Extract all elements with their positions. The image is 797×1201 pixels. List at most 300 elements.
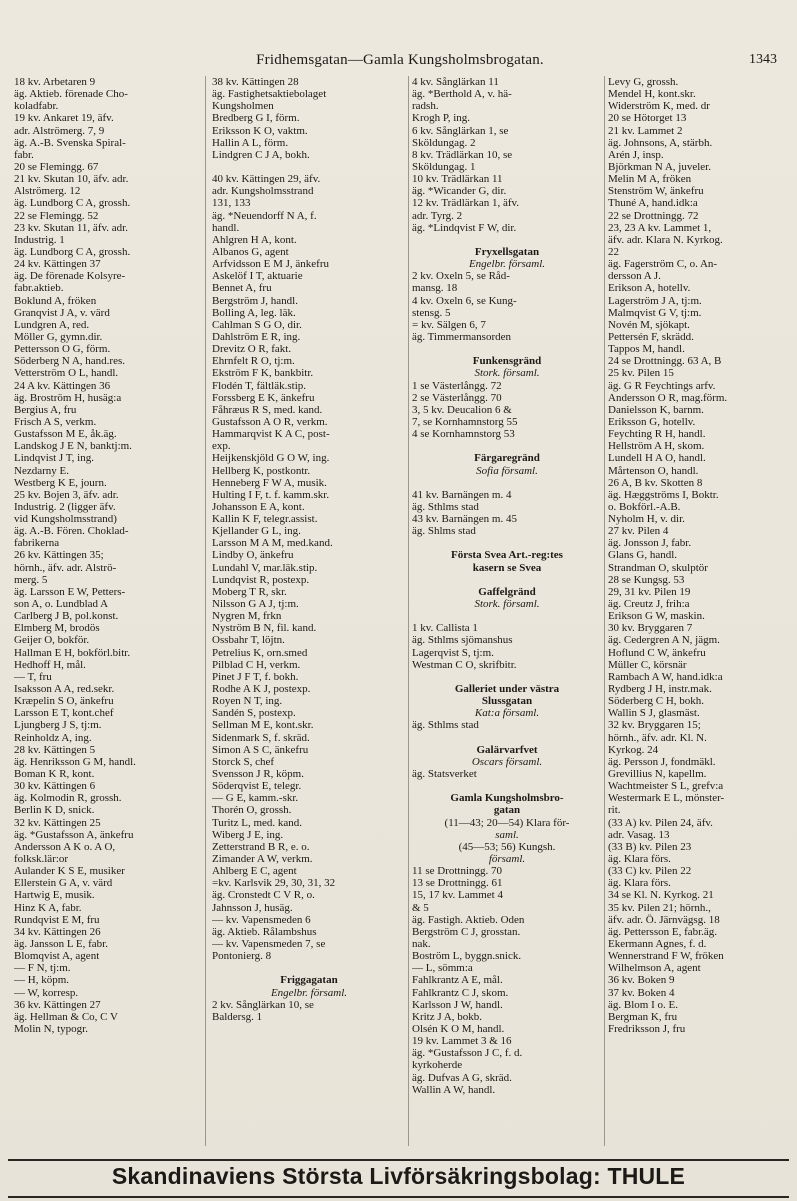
- entry-line: 37 kv. Boken 4: [608, 986, 675, 999]
- entry-line: Bergius A, fru: [14, 403, 77, 416]
- entry-line: Bergström C J, grosstan.: [412, 925, 521, 938]
- column-divider: [205, 76, 206, 1146]
- entry-line: Zimander A W, verkm.: [212, 853, 313, 865]
- entry-line: församl.: [488, 853, 526, 865]
- entry-line: Arén J, insp.: [608, 148, 664, 161]
- entry-line: 43 kv. Barnängen m. 45: [412, 513, 517, 526]
- entry-line: 19 kv. Lammet 3 & 16: [412, 1035, 512, 1048]
- entry-line: Elmberg M, brodös: [14, 622, 100, 635]
- entry-line: äg. Broström H, husäg:a: [14, 391, 122, 404]
- entry-line: Mårtenson O, handl.: [608, 464, 699, 477]
- entry-line: fabr.: [14, 148, 34, 161]
- entry-line: Wennerstrand F W, fröken: [608, 950, 724, 963]
- entry-line: Larsson M A M, med.kand.: [212, 537, 333, 550]
- entry-line: 8 kv. Trädlärkan 10, se: [412, 148, 513, 161]
- entry-line: Kjellander G L, ing.: [212, 525, 301, 538]
- entry-line: (11—43; 20—54) Klara för-: [444, 816, 570, 829]
- entry-line: adr. Tyrg. 2: [412, 209, 463, 222]
- entry-line: 23 kv. Skutan 11, äfv. adr.: [14, 221, 128, 234]
- entry-line: Boström L, byggn.snick.: [412, 950, 522, 963]
- entry-line: [412, 234, 602, 246]
- entry-line: Söderqvist E, telegr.: [212, 780, 302, 793]
- entry-line: äg. A.-B. Fören. Choklad-: [14, 525, 129, 538]
- entry-line: Kyrkog. 24: [608, 743, 659, 756]
- entry-line: Widerström K, med. dr: [608, 100, 710, 113]
- entry-line: (33 A) kv. Pilen 24, äfv.: [608, 816, 713, 829]
- entry-line: Lundqvist R, postexp.: [212, 573, 310, 586]
- entry-line: Lindgren C J A, bokh.: [212, 148, 310, 161]
- entry-line: (45—53; 56) Kungsh.: [458, 840, 556, 853]
- entry-line: Nezdarny E.: [14, 464, 69, 477]
- entry-line: Jahnsson J, husäg.: [212, 901, 293, 914]
- column-divider: [604, 76, 605, 1146]
- entry-line: Berlin K D, snick.: [14, 804, 95, 817]
- entry-line: äg. Johnsons, A, stärbh.: [608, 136, 713, 149]
- entry-line: Tappos M, handl.: [608, 343, 685, 356]
- entry-line: Boman K R, kont.: [14, 768, 95, 781]
- entry-line: Engelbr. församl.: [468, 258, 546, 271]
- entry-line: 32 kv. Bryggaren 15;: [608, 719, 701, 732]
- entry-line: 7, se Kornhamnstorg 55: [412, 415, 518, 428]
- entry-line: Pilblad C H, verkm.: [212, 658, 301, 671]
- entry-line: Kungsholmen: [212, 100, 274, 113]
- entry-line: Reinholdz A, ing.: [14, 731, 92, 744]
- entry-line: Färgaregränd: [474, 452, 540, 465]
- entry-line: Eriksson G, hotellv.: [608, 415, 696, 428]
- entry-line: Oscars församl.: [471, 755, 543, 768]
- entry-line: äfv. adr. Ö. Järnvägsg. 18: [608, 913, 720, 926]
- entry-line: äg. Fastigh. Aktieb. Oden: [412, 913, 525, 926]
- entry-line: Aulander K S E, musiker: [14, 865, 125, 878]
- entry-line: Ellerstein G A, v. värd: [14, 877, 113, 890]
- entry-line: Storck S, chef: [212, 755, 275, 768]
- entry-line: äg. G R Feychtings arfv.: [608, 379, 716, 392]
- entry-line: folksk.lär:or: [14, 853, 69, 865]
- entry-line: — kv. Vapensmeden 7, se: [212, 937, 326, 950]
- entry-line: rit.: [608, 804, 621, 817]
- entry-line: Nyström B N, fil. kand.: [212, 622, 317, 635]
- footer-advert: Skandinaviens Största Livförsäkringsbolag: THULE: [111, 1163, 686, 1189]
- entry-line: Olsén K O M, handl.: [412, 1022, 505, 1035]
- entry-line: Glans G, handl.: [608, 549, 678, 562]
- entry-line: Larsson E T, kont.chef: [14, 707, 114, 720]
- entry-line: (33 C) kv. Pilen 22: [608, 865, 692, 878]
- entry-line: — kv. Vapensmeden 6: [212, 913, 311, 926]
- entry-line: Levy G, grossh.: [608, 76, 679, 88]
- entry-line: äg. Sthlms stad: [412, 719, 479, 732]
- text-column-3: [412, 76, 602, 1146]
- entry-line: radsh.: [412, 100, 439, 113]
- entry-line: Kræpelin S O, änkefru: [14, 695, 114, 708]
- entry-line: äg. Henriksson G M, handl.: [14, 755, 136, 768]
- entry-line: 28 kv. Kättingen 5: [14, 743, 96, 756]
- entry-line: Sellman M E, kont.skr.: [212, 719, 314, 732]
- entry-line: Boklund A, fröken: [14, 294, 97, 307]
- entry-line: Sköldungag. 1: [412, 160, 476, 173]
- entry-line: äg. Sthlms stad: [412, 500, 479, 513]
- entry-line: 22: [608, 245, 619, 258]
- entry-line: Fryxellsgatan: [474, 245, 540, 258]
- entry-line: Lindqvist J T, ing.: [14, 452, 94, 465]
- entry-line: kasern se Svea: [472, 561, 542, 574]
- entry-line: Dahlström E R, ing.: [212, 330, 301, 343]
- entry-line: Fahlkrantz A E, mål.: [412, 974, 503, 987]
- entry-line: äg. *Berthold A, v. hä-: [412, 88, 512, 101]
- entry-line: — T, fru: [14, 670, 52, 683]
- entry-line: Lundell H A O, handl.: [608, 452, 706, 465]
- entry-line: äfv. adr. Klara N. Kyrkog.: [608, 233, 723, 246]
- page-header: [15, 52, 785, 74]
- entry-line: Rodhe A K J, postexp.: [212, 683, 311, 696]
- entry-line: Funkensgränd: [472, 355, 542, 368]
- entry-line: Möller G, gymn.dir.: [14, 330, 103, 343]
- entry-line: Isaksson A A, red.sekr.: [14, 683, 115, 696]
- entry-line: [412, 477, 602, 489]
- entry-line: Lundgren A, red.: [14, 318, 90, 331]
- entry-line: Turitz L, med. kand.: [212, 816, 303, 829]
- entry-line: Albanos G, agent: [212, 245, 289, 258]
- entry-line: 1 se Västerlångg. 72: [412, 379, 502, 392]
- entry-line: — F N, tj:m.: [14, 962, 71, 975]
- entry-line: Bergström J, handl.: [212, 294, 298, 307]
- entry-line: Första Svea Art.-reg:tes: [451, 549, 563, 562]
- entry-line: Rambach A W, hand.idk:a: [608, 670, 723, 683]
- entry-line: Karlsson J W, handl.: [412, 998, 503, 1011]
- entry-line: Pettersén F, skrädd.: [608, 330, 694, 343]
- entry-line: Andersson O R, mag.förm.: [608, 391, 728, 404]
- entry-line: Erikson G W, maskin.: [608, 610, 705, 623]
- footer-rule: [8, 1159, 789, 1161]
- entry-line: — L, sömm:a: [412, 962, 473, 975]
- entry-line: [412, 574, 602, 586]
- entry-line: 15, 17 kv. Lammet 4: [412, 889, 503, 902]
- entry-line: Rundqvist E M, fru: [14, 913, 100, 926]
- entry-line: Kat:a församl.: [474, 707, 540, 720]
- entry-line: adr. Kungsholmsstrand: [212, 185, 314, 198]
- entry-line: Wiberg J E, ing.: [212, 828, 284, 841]
- entry-line: 22 se Flemingg. 52: [14, 209, 99, 222]
- entry-line: Lagerström J A, tj:m.: [608, 294, 702, 307]
- entry-line: äg. Statsverket: [412, 768, 477, 781]
- entry-line: Ekström F K, bankbitr.: [212, 367, 314, 380]
- entry-line: äg. Klara förs.: [608, 877, 671, 890]
- entry-line: äg. Cedergren A N, jägm.: [608, 634, 720, 647]
- entry-line: Rydberg J H, instr.mak.: [608, 683, 712, 696]
- entry-line: Hedhoff H, mål.: [14, 658, 86, 671]
- entry-line: Danielsson K, barnm.: [608, 403, 704, 416]
- entry-line: äg. Jansson L E, fabr.: [14, 937, 108, 950]
- entry-line: äg. Aktieb. Rålambshus: [212, 925, 317, 938]
- entry-line: Engelbr. församl.: [270, 986, 348, 999]
- entry-line: 30 kv. Bryggaren 7: [608, 622, 693, 635]
- entry-line: Lagerqvist S, tj:m.: [412, 646, 494, 659]
- entry-line: 21 kv. Skutan 10, äfv. adr.: [14, 173, 129, 186]
- entry-line: [412, 537, 602, 549]
- entry-line: Ahlgren H A, kont.: [212, 233, 297, 246]
- entry-line: Sidenmark S, f. skräd.: [212, 731, 310, 744]
- entry-line: 4 se Kornhamnstorg 53: [412, 428, 515, 441]
- entry-line: Baldersg. 1: [212, 1010, 263, 1023]
- entry-line: Nyholm H, v. dir.: [608, 513, 685, 526]
- entry-line: Grevillius N, kapellm.: [608, 768, 707, 781]
- entry-line: äg. Pettersson E, fabr.äg.: [608, 925, 718, 938]
- entry-line: Sandén S, postexp.: [212, 707, 296, 720]
- entry-line: [412, 780, 602, 792]
- entry-line: 12 kv. Trädlärkan 1, äfv.: [412, 197, 520, 210]
- entry-line: äg. Larsson E W, Petters-: [14, 585, 126, 598]
- entry-line: 29, 31 kv. Pilen 19: [608, 585, 691, 598]
- entry-line: Heijkenskjöld G O W, ing.: [212, 452, 330, 465]
- entry-line: Hallman E H, bokförl.bitr.: [14, 646, 131, 659]
- entry-line: Petrelius K, orn.smed: [212, 646, 308, 659]
- entry-line: Landskog J E N, banktj:m.: [14, 440, 132, 453]
- entry-line: Sofia församl.: [476, 464, 538, 477]
- entry-line: [412, 610, 602, 622]
- entry-line: Drevitz O R, fakt.: [212, 343, 292, 356]
- entry-line: 10 kv. Trädlärkan 11: [412, 173, 503, 186]
- entry-line: Kallin K F, telegr.assist.: [212, 513, 318, 526]
- entry-line: Feychting R H, handl.: [608, 428, 706, 441]
- entry-line: 30 kv. Kättingen 6: [14, 780, 96, 793]
- entry-line: mansg. 18: [412, 282, 458, 295]
- entry-line: Lindby O, änkefru: [212, 549, 294, 562]
- entry-line: Hellström A H, skom.: [608, 440, 705, 453]
- entry-line: äg. Cronstedt C V R, o.: [212, 889, 315, 902]
- entry-line: Zetterstrand B R, e. o.: [212, 840, 310, 853]
- entry-line: Thuné A, hand.idk:a: [608, 197, 698, 210]
- entry-line: = kv. Sälgen 6, 7: [412, 318, 486, 331]
- entry-line: Ehrnfelt R O, tj:m.: [212, 355, 295, 368]
- entry-line: son A, o. Lundblad A: [14, 598, 109, 611]
- entry-line: 21 kv. Lammet 2: [608, 124, 683, 137]
- entry-line: Björkman N A, juveler.: [608, 160, 711, 173]
- entry-line: Gamla Kungsholmsbro-: [450, 792, 564, 805]
- entry-line: Forssberg E K, änkefru: [212, 391, 315, 404]
- entry-line: Alströmerg. 12: [14, 185, 81, 198]
- entry-line: 26 A, B kv. Skotten 8: [608, 476, 703, 489]
- entry-line: Galärvarfvet: [476, 743, 538, 756]
- entry-line: Stork. församl.: [474, 367, 540, 380]
- entry-line: Gustafsson M E, åk.äg.: [14, 428, 117, 441]
- entry-line: Malmqvist G V, tj:m.: [608, 306, 702, 319]
- entry-line: Bredberg G I, förm.: [212, 112, 300, 125]
- entry-line: 13 se Drottningg. 61: [412, 877, 503, 890]
- entry-line: 4 kv. Oxeln 6, se Kung-: [412, 294, 517, 307]
- entry-line: hörnh., äfv. adr. Kl. N.: [608, 731, 707, 744]
- entry-line: Novén M, sjökapt.: [608, 318, 690, 331]
- entry-line: o. Bokförl.-A.B.: [608, 500, 681, 513]
- entry-line: 11 se Drottningg. 70: [412, 865, 503, 878]
- entry-line: 131, 133: [212, 197, 251, 210]
- entry-line: Ossbahr T, löjtn.: [212, 634, 285, 647]
- entry-line: Hinz K A, fabr.: [14, 901, 82, 914]
- entry-line: Friggagatan: [280, 974, 338, 987]
- entry-line: Eriksson K O, vaktm.: [212, 124, 308, 137]
- entry-line: (33 B) kv. Pilen 23: [608, 840, 692, 853]
- entry-line: dersson A J.: [608, 270, 661, 283]
- entry-line: Frisch A S, verkm.: [14, 415, 97, 428]
- entry-line: Askelöf I T, aktuarie: [212, 270, 303, 283]
- entry-line: äg. Creutz J, frih:a: [608, 598, 690, 611]
- entry-line: äg. Hæggströms I, Boktr.: [608, 488, 719, 501]
- entry-line: äg. *Lindqvist F W, dir.: [412, 221, 517, 234]
- entry-line: 36 kv. Kättingen 27: [14, 998, 101, 1011]
- entry-line: 4 kv. Sånglärkan 11: [412, 76, 499, 88]
- entry-line: Flodén T, fältläk.stip.: [212, 379, 306, 392]
- entry-line: — G E, kamm.-skr.: [212, 792, 299, 805]
- entry-line: äg. Fastighetsaktiebolaget: [212, 88, 327, 101]
- entry-line: Söderberg N A, hand.res.: [14, 355, 125, 368]
- entry-line: 25 kv. Pilen 15: [608, 367, 674, 380]
- entry-line: Fahlkrantz C J, skom.: [412, 986, 509, 999]
- entry-line: 19 kv. Ankaret 19, äfv.: [14, 112, 114, 125]
- entry-line: 2 kv. Sånglärkan 10, se: [212, 998, 314, 1011]
- entry-line: Hellberg K, postkontr.: [212, 464, 311, 477]
- entry-line: 40 kv. Kättingen 29, äfv.: [212, 173, 321, 186]
- entry-line: Kritz J A, bokb.: [412, 1010, 482, 1023]
- entry-line: 36 kv. Boken 9: [608, 974, 675, 987]
- entry-line: Industrig. 2 (ligger äfv.: [14, 500, 116, 513]
- entry-line: Galleriet under västra: [454, 683, 560, 696]
- entry-line: Vetterström O L, handl.: [14, 367, 119, 380]
- entry-line: äg. Blom I o. E.: [608, 998, 678, 1011]
- entry-line: kyrkoherde: [412, 1059, 463, 1072]
- entry-line: Wilhelmson A, agent: [608, 962, 701, 975]
- text-column-1: [14, 76, 199, 1146]
- entry-line: Andersson A K o. A O,: [14, 840, 116, 853]
- entry-line: 32 kv. Kättingen 25: [14, 816, 101, 829]
- entry-line: Sköldungag. 2: [412, 136, 476, 149]
- entry-line: koladfabr.: [14, 100, 59, 113]
- entry-line: Hammarqvist K A C, post-: [212, 428, 330, 441]
- entry-line: =kv. Karlsvik 29, 30, 31, 32: [212, 877, 336, 890]
- entry-line: äg. Fagerström C, o. An-: [608, 258, 718, 271]
- entry-line: äg. Timmermansorden: [412, 330, 511, 343]
- entry-line: äg. *Gustafsson J C, f. d.: [412, 1047, 523, 1060]
- entry-line: [212, 962, 406, 974]
- entry-line: äg. Aktieb. förenade Cho-: [14, 88, 128, 101]
- text-column-4: [608, 76, 790, 1146]
- entry-line: 2 kv. Oxeln 5, se Råd-: [412, 270, 510, 283]
- entry-line: hörnh., äfv. adr. Alströ-: [14, 561, 117, 574]
- column-divider: [408, 76, 409, 1146]
- entry-line: äg. Dufvas A G, skräd.: [412, 1071, 512, 1084]
- entry-line: Granqvist J A, v. värd: [14, 306, 110, 319]
- entry-line: handl.: [212, 221, 240, 234]
- entry-line: äg. Kolmodin R, grossh.: [14, 792, 122, 805]
- entry-line: Hulting I F, t. f. kamm.skr.: [212, 488, 330, 501]
- entry-line: äg. Shlms stad: [412, 525, 476, 538]
- text-column-2: [212, 76, 406, 1146]
- entry-line: Henneberg F W A, musik.: [212, 476, 327, 489]
- entry-line: 24 A kv. Kättingen 36: [14, 379, 111, 392]
- entry-line: Bergman K, fru: [608, 1010, 678, 1023]
- entry-line: 38 kv. Kättingen 28: [212, 76, 299, 88]
- entry-line: 34 se Kl. N. Kyrkog. 21: [608, 889, 714, 902]
- entry-line: adr. Vasag. 13: [608, 828, 670, 841]
- entry-line: äg. De förenade Kolsyre-: [14, 270, 126, 283]
- entry-line: äg. Sthlms sjömanshus: [412, 634, 513, 647]
- entry-line: Söderberg C H, bokh.: [608, 695, 705, 708]
- entry-line: saml.: [495, 828, 519, 841]
- entry-line: äg. Klara förs.: [608, 853, 671, 865]
- entry-line: äg. Persson J, fondmäkl.: [608, 755, 716, 768]
- entry-line: [412, 732, 602, 744]
- entry-line: [412, 343, 602, 355]
- entry-line: Moberg T R, skr.: [212, 585, 287, 598]
- entry-line: Gaffelgränd: [478, 585, 536, 598]
- entry-line: Blomqvist A, agent: [14, 950, 100, 963]
- entry-line: Ekermann Agnes, f. d.: [608, 937, 707, 950]
- entry-line: Thorén O, grossh.: [212, 804, 292, 817]
- entry-line: 28 se Kungsg. 53: [608, 573, 685, 586]
- entry-line: — W, korresp.: [14, 986, 79, 999]
- entry-line: Molin N, typogr.: [14, 1022, 88, 1035]
- entry-line: äg. *Gustafsson A, änkefru: [14, 828, 134, 841]
- entry-line: äg. *Neuendorff N A, f.: [212, 209, 317, 222]
- entry-line: äg. *Wicander G, dir.: [412, 185, 507, 198]
- entry-line: Bolling A, leg. läk.: [212, 306, 296, 319]
- entry-line: Mendel H, kont.skr.: [608, 88, 696, 101]
- entry-line: 41 kv. Barnängen m. 4: [412, 488, 512, 501]
- entry-line: Hartwig E, musik.: [14, 889, 95, 902]
- entry-line: äg. A.-B. Svenska Spiral-: [14, 136, 126, 149]
- entry-line: Wallin S J, glasmäst.: [608, 707, 700, 720]
- entry-line: Ljungberg J S, tj:m.: [14, 719, 102, 732]
- entry-line: 3, 5 kv. Deucalion 6 &: [412, 403, 512, 416]
- entry-line: fabr.aktieb.: [14, 282, 64, 295]
- entry-line: Industrig. 1: [14, 233, 65, 246]
- entry-line: Arfvidsson E M J, änkefru: [212, 258, 330, 271]
- entry-line: Nilsson G A J, tj:m.: [212, 598, 299, 611]
- entry-line: Svensson J R, köpm.: [212, 768, 304, 781]
- page-number: 1343: [749, 52, 777, 67]
- entry-line: 6 kv. Sånglärkan 1, se: [412, 124, 509, 137]
- entry-line: Erikson A, hotellv.: [608, 282, 691, 295]
- entry-line: vid Kungsholmsstrand): [14, 513, 117, 526]
- entry-line: 18 kv. Arbetaren 9: [14, 76, 96, 88]
- entry-line: 24 kv. Kättingen 37: [14, 258, 101, 271]
- entry-line: Bennet A, fru: [212, 282, 272, 295]
- entry-line: Royen N T, ing.: [212, 695, 283, 708]
- entry-line: Gustafsson A O R, verkm.: [212, 415, 328, 428]
- entry-line: Westermark E L, mönster-: [608, 792, 725, 805]
- entry-line: [212, 161, 406, 173]
- entry-line: Pontonierg. 8: [212, 950, 272, 963]
- entry-line: Westman C O, skrifbitr.: [412, 658, 517, 671]
- entry-line: Nygren M, frkn: [212, 610, 282, 623]
- entry-line: Stork. församl.: [474, 598, 540, 611]
- entry-line: Lundahl V, mar.läk.stip.: [212, 561, 318, 574]
- entry-line: Fredriksson J, fru: [608, 1022, 686, 1035]
- entry-line: 23, 23 A kv. Lammet 1,: [608, 221, 712, 234]
- entry-line: 34 kv. Kättingen 26: [14, 925, 101, 938]
- entry-line: Westberg K E, journ.: [14, 476, 107, 489]
- page-title: Fridhemsgatan—Gamla Kungsholmsbrogatan.: [256, 52, 544, 68]
- entry-line: gatan: [493, 804, 521, 817]
- entry-line: [412, 440, 602, 452]
- entry-line: — H, köpm.: [14, 974, 69, 987]
- entry-line: 25 kv. Bojen 3, äfv. adr.: [14, 488, 119, 501]
- entry-line: 24 se Drottningg. 63 A, B: [608, 355, 722, 368]
- entry-line: äg. Lundborg C A, grossh.: [14, 197, 131, 210]
- entry-line: 27 kv. Pilen 4: [608, 525, 669, 538]
- entry-line: Simon A S C, änkefru: [212, 743, 309, 756]
- entry-line: 20 se Hötorget 13: [608, 112, 687, 125]
- entry-line: Wachtmeister S L, grefv:a: [608, 780, 724, 793]
- entry-line: Melin M A, fröken: [608, 173, 692, 186]
- entry-line: Hallin A L, förm.: [212, 136, 289, 149]
